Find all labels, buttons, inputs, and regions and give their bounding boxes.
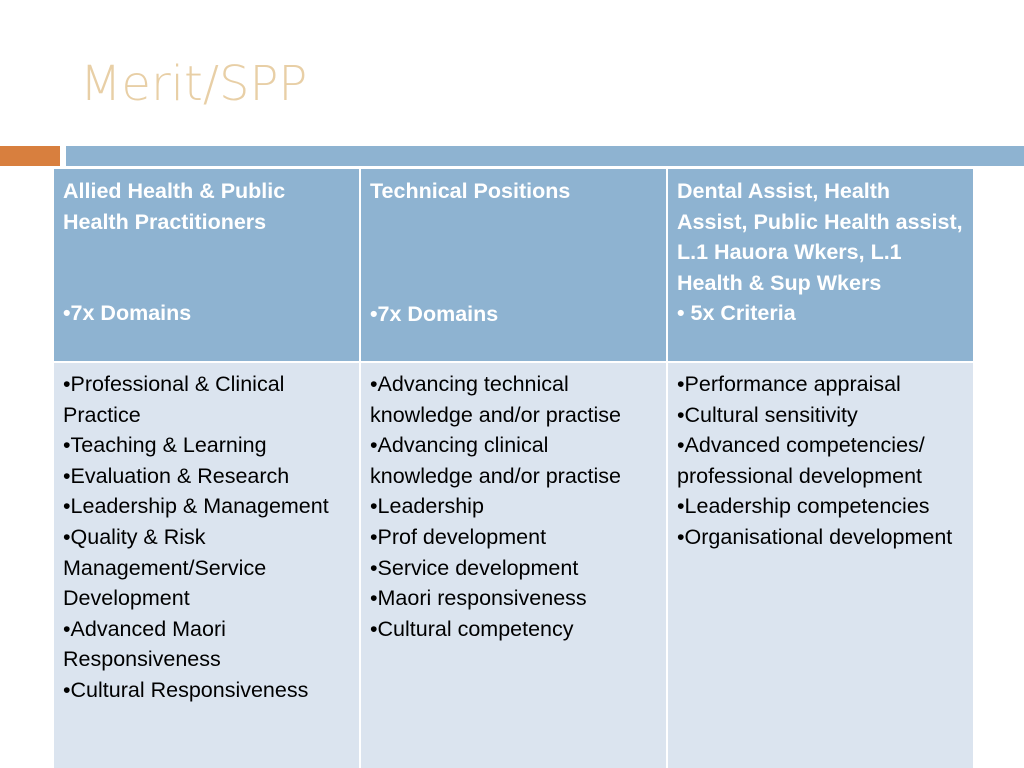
body-cell-dental-assist [667, 362, 974, 768]
list-item: •Teaching & Learning [63, 433, 267, 458]
bullet-list [63, 369, 350, 706]
list-item: •Leadership [370, 494, 484, 519]
list-item: •Cultural Responsiveness [63, 677, 309, 702]
header-cell-technical-positions [360, 168, 667, 362]
list-item: •Cultural sensitivity [677, 402, 858, 427]
header-cell-allied-health [53, 168, 360, 362]
header-note: •7x Domains [63, 301, 192, 326]
list-item: •Quality & Risk Management/Service Development [63, 524, 267, 611]
list-item: •Organisational development [677, 524, 953, 549]
table-header-row [53, 168, 974, 362]
header-note: • 5x Criteria [677, 301, 796, 326]
list-item: •Performance appraisal [677, 372, 901, 396]
slide-title: Merit/SPP [80, 56, 308, 112]
header-title: Dental Assist, Health Assist, Public Health assist, L.1 Hauora Wkers, L.1 Health & Sup Wkers [677, 179, 963, 295]
list-item: •Professional & Clinical Practice [63, 372, 285, 427]
header-note: •7x Domains [370, 301, 499, 326]
merit-spp-table [52, 167, 975, 768]
body-cell-allied-health [53, 362, 360, 768]
list-item: •Advancing clinical knowledge and/or practise [370, 433, 621, 488]
table-body-row [53, 362, 974, 768]
list-item: •Leadership & Management [63, 494, 329, 519]
header-title: Technical Positions [370, 179, 571, 203]
bullet-list [677, 369, 964, 553]
list-item: •Advancing technical knowledge and/or practise [370, 372, 621, 427]
list-item: •Prof development [370, 524, 547, 549]
accent-bar-blue [66, 146, 1024, 166]
list-item: •Maori responsiveness [370, 586, 587, 611]
list-item: •Service development [370, 555, 579, 580]
list-item: •Cultural competency [370, 616, 574, 641]
bullet-list [370, 369, 657, 644]
body-cell-technical-positions [360, 362, 667, 768]
header-cell-dental-assist [667, 168, 974, 362]
list-item: •Leadership competencies [677, 494, 930, 519]
list-item: •Advanced competencies/ professional development [677, 433, 925, 488]
list-item: •Evaluation & Research [63, 463, 290, 488]
header-title: Allied Health & Public Health Practitioners [63, 179, 286, 234]
list-item: •Advanced Maori Responsiveness [63, 616, 226, 672]
accent-bar-orange [0, 146, 60, 166]
